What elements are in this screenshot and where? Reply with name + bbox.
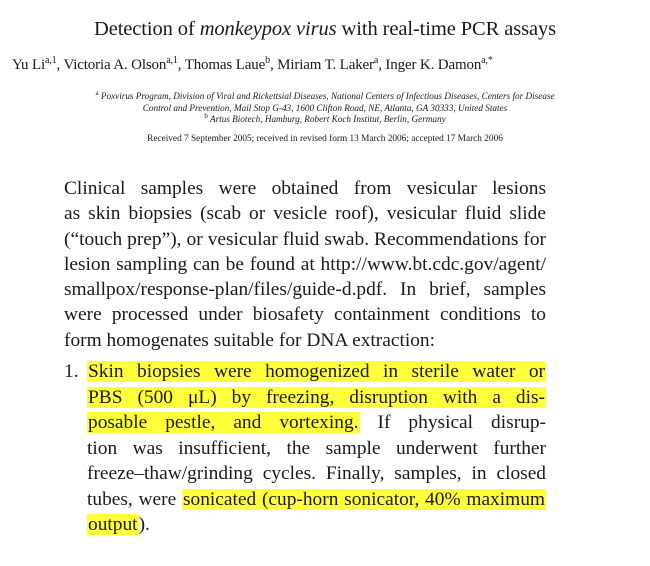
highlighted-text: Skin biopsies were homogenized in sterile water or [88,361,545,382]
paragraph-line: were processed under biosafety containment conditions to [64,304,546,326]
paragraph-line: form homogenates suitable for DNA extraction: [64,329,436,351]
list-number: 1. [64,361,79,382]
author: Thomas Laue [184,57,266,73]
paragraph-line: smallpox/response-plan/files/guide-d.pdf. In brief, samples [64,279,546,301]
author: Inger K. Damon [385,57,482,73]
received-dates: Received 7 September 2005; received in revised form 13 March 2006; accepted 17 March 2006 [147,134,503,144]
paragraph-line: (“touch prep”), or vesicular fluid swab. Recommendations for [64,228,546,250]
paragraph-line: as skin biopsies (scab or vesicle roof), vesicular fluid slide [64,203,546,225]
highlighted-text: output [88,514,138,535]
highlighted-text: sonicated (cup-horn sonicator, 40% maximum [182,488,545,510]
highlighted-text: posable pestle, and vortexing. [88,412,359,433]
author-list: Yu Li$^{a,1}$, Victoria A. Olson$^{a,1}$, Thomas Laue$^b$, Miriam T. Laker$^a$, Inger K. Damon$^{a,*}$ [12,55,493,73]
highlighted-text: PBS (500 μL) by freezing, disruption with a dis- [88,386,545,408]
title-italic-species: monkeypox virus [199,18,337,40]
list-item: Skin biopsies were homogenized in sterile water or PBS (500 μL) by freezing, disruption with a dis- posable pestle, and vortexing. If physical disrup- tion was insufficient, the sample underwent further freeze–thaw/grinding cycles. Finally, samples, in closed tubes, were sonicated (cup-horn sonicator, 40% maximum output). [87,361,546,535]
author: Miriam T. Laker [277,57,374,73]
paragraph-line: Clinical samples were obtained from vesicular lesions [64,178,546,199]
paper-title: Detection of monkeypox virus with real-time PCR assays [93,18,556,40]
paragraph-line: lesion sampling can be found at http://www.bt.cdc.gov/agent/ [64,253,546,275]
author: Victoria A. Olson [63,57,167,73]
list-line: freeze–thaw/grinding cycles. Finally, samples, in closed [87,463,546,484]
affiliation-a: $^a$ Poxvirus Program, Division of Viral and Rickettsial Diseases, National Centers of Infectious Diseases, Centers for Disease Control and Prevention, Mail Stop G-43, 1600 Clifton Road, NE, Atlanta, GA 30333, United States [95,89,555,113]
list-line: tion was insufficient, the sample underwent further [87,437,546,459]
affiliation-b: $^b$ Artus Biotech, Hamburg, Robert Koch Institut, Berlin, Germany [204,112,446,124]
author: Yu Li [12,57,46,73]
body-paragraph [64,176,546,353]
